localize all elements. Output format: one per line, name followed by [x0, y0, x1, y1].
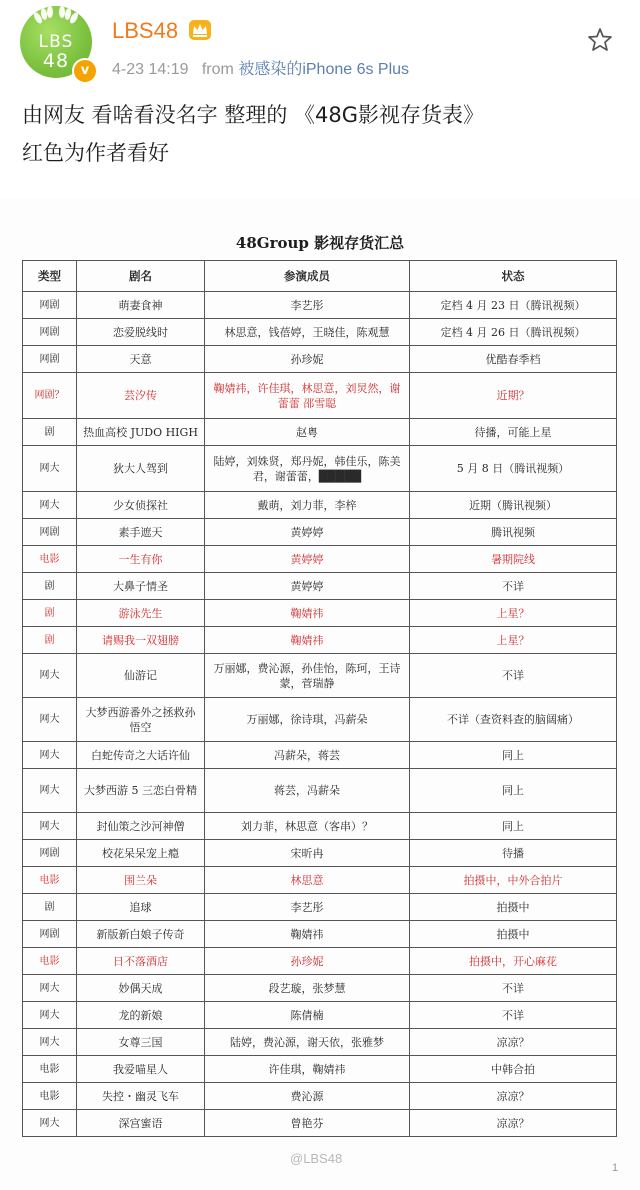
title-cell: 天意 — [77, 346, 205, 373]
cast-cell: 陈倩楠 — [205, 1002, 410, 1029]
type-cell: 网大 — [23, 1002, 77, 1029]
avatar-logo-text: LBS — [38, 32, 74, 52]
cast-cell: 孙珍妮 — [205, 346, 410, 373]
table-row — [23, 975, 617, 1002]
table-row — [23, 698, 617, 742]
table-row — [23, 769, 617, 813]
page-mark: 1 — [612, 1162, 619, 1174]
status-cell: 待播，可能上星 — [410, 419, 617, 446]
status-cell: 暑期院线 — [410, 546, 617, 573]
type-cell: 网大 — [23, 813, 77, 840]
status-cell: 定档 4 月 23 日（腾讯视频） — [410, 292, 617, 319]
cast-cell: 宋昕冉 — [205, 840, 410, 867]
from-label: from — [201, 61, 234, 78]
type-cell: 剧 — [23, 627, 77, 654]
cast-cell: 许佳琪，鞠婧祎 — [205, 1056, 410, 1083]
table-row — [23, 573, 617, 600]
table-header-row — [23, 261, 617, 292]
title-cell: 我爱喵星人 — [77, 1056, 205, 1083]
post-text-line: 红色为作者看好 — [22, 141, 169, 165]
cast-cell: 黄婷婷 — [205, 519, 410, 546]
title-cell: 大梦西游 5 三恋白骨精 — [77, 769, 205, 813]
title-cell: 封仙策之沙河神僧 — [77, 813, 205, 840]
title-cell: 大鼻子情圣 — [77, 573, 205, 600]
title-cell: 恋爱脱线时 — [77, 319, 205, 346]
status-cell: 拍摄中 — [410, 894, 617, 921]
type-cell: 网剧 — [23, 346, 77, 373]
type-cell: 网大 — [23, 1029, 77, 1056]
table-row — [23, 654, 617, 698]
post-timestamp: 4-23 14:19 — [112, 61, 189, 78]
table-row — [23, 1110, 617, 1137]
status-cell: 中韩合拍 — [410, 1056, 617, 1083]
status-cell: 优酷春季档 — [410, 346, 617, 373]
type-cell: 网剧 — [23, 519, 77, 546]
cast-cell: 赵粤 — [205, 419, 410, 446]
type-cell: 网剧？ — [23, 373, 77, 419]
table-row — [23, 1002, 617, 1029]
title-cell: 校花呆呆宠上瘾 — [77, 840, 205, 867]
post-image[interactable] — [0, 198, 640, 1190]
type-cell: 剧 — [23, 894, 77, 921]
type-cell: 网大 — [23, 742, 77, 769]
header-status: 状态 — [410, 261, 617, 292]
weibo-watermark: @LBS48 — [290, 1151, 343, 1166]
crown-icon — [188, 19, 212, 41]
table-row — [23, 813, 617, 840]
status-cell: 不详 — [410, 573, 617, 600]
title-cell: 龙的新娘 — [77, 1002, 205, 1029]
status-cell: 凉凉？ — [410, 1083, 617, 1110]
table-row — [23, 346, 617, 373]
status-cell: 不详 — [410, 975, 617, 1002]
type-cell: 电影 — [23, 1083, 77, 1110]
status-cell: 定档 4 月 26 日（腾讯视频） — [410, 319, 617, 346]
type-cell: 电影 — [23, 1056, 77, 1083]
cast-cell: 黄婷婷 — [205, 546, 410, 573]
type-cell: 电影 — [23, 546, 77, 573]
title-cell: 萌妻食神 — [77, 292, 205, 319]
title-cell: 追球 — [77, 894, 205, 921]
cast-cell: 李艺彤 — [205, 292, 410, 319]
title-cell: 新版新白娘子传奇 — [77, 921, 205, 948]
type-cell: 剧 — [23, 573, 77, 600]
table-row — [23, 840, 617, 867]
table-row — [23, 921, 617, 948]
table-row — [23, 1083, 617, 1110]
cast-cell: 鞠婧祎 — [205, 600, 410, 627]
type-cell: 网大 — [23, 1110, 77, 1137]
cast-cell: 鞠婧祎，许佳琪，林思意，刘炅然，谢蕾蕾 邵雪聪 — [205, 373, 410, 419]
post-source[interactable]: 被感染的iPhone 6s Plus — [238, 61, 410, 78]
cast-cell: 蒋芸，冯薪朵 — [205, 769, 410, 813]
type-cell: 网剧 — [23, 292, 77, 319]
type-cell: 电影 — [23, 867, 77, 894]
status-cell: 同上 — [410, 769, 617, 813]
status-cell: 5 月 8 日（腾讯视频） — [410, 446, 617, 492]
cast-cell: 费沁源 — [205, 1083, 410, 1110]
verified-badge-icon: v — [72, 58, 98, 84]
post-text-line: 由网友 看啥看没名字 整理的 《48G影视存货表》 — [22, 103, 485, 127]
cast-cell: 段艺璇，张梦慧 — [205, 975, 410, 1002]
table-row — [23, 894, 617, 921]
header-cast: 参演成员 — [205, 261, 410, 292]
table-row — [23, 446, 617, 492]
status-cell: 近期？ — [410, 373, 617, 419]
title-cell: 大梦西游番外之拯救孙悟空 — [77, 698, 205, 742]
table-row — [23, 546, 617, 573]
cast-cell: 鞠婧祎 — [205, 627, 410, 654]
table-row — [23, 600, 617, 627]
table-row — [23, 492, 617, 519]
status-cell: 不详（查资料查的脑阔痛） — [410, 698, 617, 742]
type-cell: 网大 — [23, 975, 77, 1002]
status-cell: 腾讯视频 — [410, 519, 617, 546]
status-cell: 同上 — [410, 813, 617, 840]
title-cell: 妙偶天成 — [77, 975, 205, 1002]
post-meta — [112, 56, 409, 79]
cast-cell: 刘力菲，林思意（客串）？ — [205, 813, 410, 840]
table-row — [23, 867, 617, 894]
status-cell: 近期（腾讯视频） — [410, 492, 617, 519]
title-cell: 白蛇传奇之大话许仙 — [77, 742, 205, 769]
type-cell: 网大 — [23, 654, 77, 698]
status-cell: 上星？ — [410, 600, 617, 627]
title-cell: 一生有你 — [77, 546, 205, 573]
title-cell: 少女侦探社 — [77, 492, 205, 519]
type-cell: 剧 — [23, 600, 77, 627]
cast-cell: 冯薪朵，蒋芸 — [205, 742, 410, 769]
type-cell: 网剧 — [23, 319, 77, 346]
title-cell: 游泳先生 — [77, 600, 205, 627]
table-row — [23, 627, 617, 654]
table-row — [23, 948, 617, 975]
table-body — [23, 292, 617, 1137]
title-cell: 芸汐传 — [77, 373, 205, 419]
title-cell: 请赐我一双翅膀 — [77, 627, 205, 654]
status-cell: 拍摄中，中外合拍片 — [410, 867, 617, 894]
cast-cell: 曾艳芬 — [205, 1110, 410, 1137]
header-title: 剧名 — [77, 261, 205, 292]
header-type: 类型 — [23, 261, 77, 292]
avatar-logo-number: 48 — [42, 50, 70, 72]
username[interactable]: LBS48 — [112, 18, 179, 43]
cast-cell: 孙珍妮 — [205, 948, 410, 975]
title-cell: 失控・幽灵飞车 — [77, 1083, 205, 1110]
title-cell: 仙游记 — [77, 654, 205, 698]
table-row — [23, 742, 617, 769]
status-cell: 待播 — [410, 840, 617, 867]
title-cell: 素手遮天 — [77, 519, 205, 546]
cast-cell: 万丽娜，徐诗琪，冯薪朵 — [205, 698, 410, 742]
cast-cell: 戴萌，刘力菲，李梓 — [205, 492, 410, 519]
type-cell: 电影 — [23, 948, 77, 975]
table-row — [23, 319, 617, 346]
post-body — [22, 96, 622, 172]
cast-cell: 黄婷婷 — [205, 573, 410, 600]
table-row — [23, 1056, 617, 1083]
status-cell: 拍摄中 — [410, 921, 617, 948]
cast-cell: 鞠婧祎 — [205, 921, 410, 948]
type-cell: 网大 — [23, 769, 77, 813]
table-row — [23, 419, 617, 446]
status-cell: 凉凉？ — [410, 1029, 617, 1056]
type-cell: 剧 — [23, 419, 77, 446]
cast-cell: 万丽娜，费沁源，孙佳怡，陈珂，王诗蒙，菅瑞静 — [205, 654, 410, 698]
status-cell: 拍摄中，开心麻花 — [410, 948, 617, 975]
cast-cell: 林思意 — [205, 867, 410, 894]
inventory-table — [22, 260, 617, 1137]
table-row — [23, 519, 617, 546]
star-outline-icon[interactable] — [586, 26, 614, 54]
status-cell: 上星？ — [410, 627, 617, 654]
cast-cell: 陆婷，费沁源，谢天依，张雅梦 — [205, 1029, 410, 1056]
status-cell: 不详 — [410, 654, 617, 698]
type-cell: 网大 — [23, 492, 77, 519]
type-cell: 网剧 — [23, 921, 77, 948]
cast-cell: 李艺彤 — [205, 894, 410, 921]
title-cell: 女尊三国 — [77, 1029, 205, 1056]
cast-cell: 林思意，钱蓓婷，王晓佳，陈观慧 — [205, 319, 410, 346]
status-cell: 同上 — [410, 742, 617, 769]
status-cell: 不详 — [410, 1002, 617, 1029]
type-cell: 网大 — [23, 698, 77, 742]
status-cell: 凉凉？ — [410, 1110, 617, 1137]
table-row — [23, 373, 617, 419]
table-row — [23, 1029, 617, 1056]
title-cell: 日不落酒店 — [77, 948, 205, 975]
title-cell: 热血高校 JUDO HIGH — [77, 419, 205, 446]
title-cell: 深宫蜜语 — [77, 1110, 205, 1137]
table-row — [23, 292, 617, 319]
cast-cell: 陆婷，刘姝贤，郑丹妮，韩佳乐，陈美君，谢蕾蕾，█████ — [205, 446, 410, 492]
table-title: 48Group 影视存货汇总 — [235, 234, 405, 252]
type-cell: 网大 — [23, 446, 77, 492]
type-cell: 网剧 — [23, 840, 77, 867]
title-cell: 狄大人驾到 — [77, 446, 205, 492]
title-cell: 围兰朵 — [77, 867, 205, 894]
